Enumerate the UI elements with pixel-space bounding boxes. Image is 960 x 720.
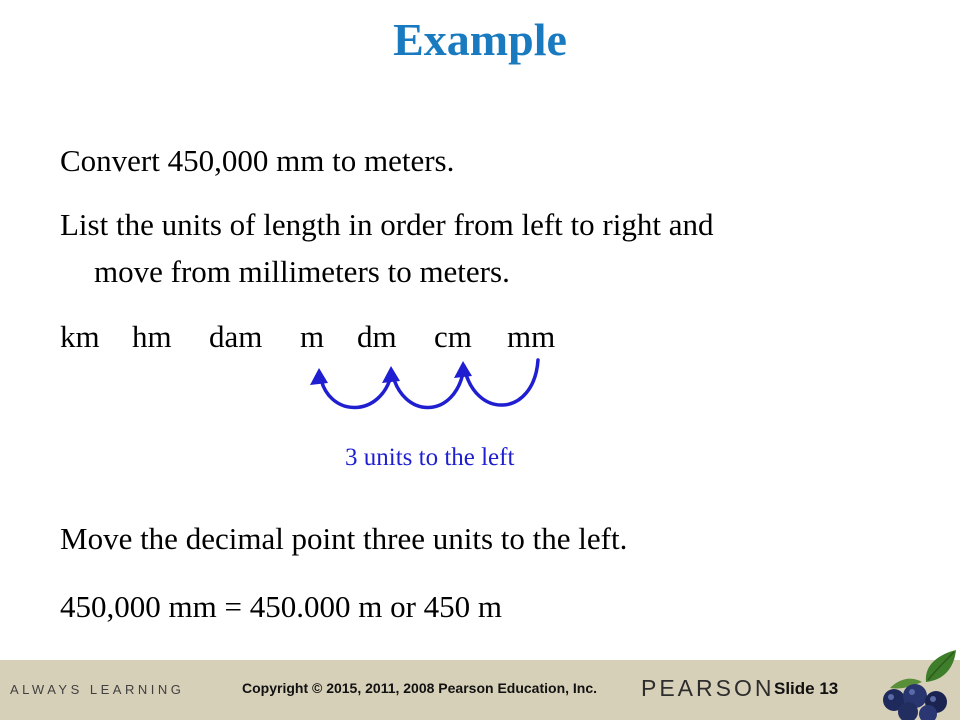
arrowhead-m <box>310 368 328 385</box>
arrowhead-dm <box>382 366 400 383</box>
unit-hm: hm <box>132 319 172 354</box>
unit-m: m <box>300 319 325 354</box>
always-learning-label: ALWAYS LEARNING <box>10 682 185 697</box>
unit-cm: cm <box>434 319 472 354</box>
copyright-notice: Copyright © 2015, 2011, 2008 Pearson Education, Inc. <box>242 680 598 696</box>
slide-title: Example <box>393 14 567 65</box>
problem-statement: Convert 450,000 mm to meters. <box>60 143 455 178</box>
arrow-mm-to-cm <box>464 360 538 405</box>
answer-text: 450,000 mm = 450.000 m or 450 m <box>60 589 503 624</box>
step-text: Move the decimal point three units to the left. <box>60 521 628 556</box>
unit-km: km <box>60 319 100 354</box>
arrow-cm-to-dm <box>392 368 464 408</box>
arrow-dm-to-m <box>320 372 392 408</box>
curved-arrow-icon <box>310 361 472 385</box>
unit-dm: dm <box>357 319 397 354</box>
arrowhead-cm <box>454 361 472 378</box>
arrow-caption: 3 units to the left <box>345 444 515 471</box>
instruction-line-2: move from millimeters to meters. <box>94 254 510 289</box>
blueberries-icon <box>860 648 960 720</box>
slide-number: Slide 13 <box>774 679 839 698</box>
instruction-line-1: List the units of length in order from left to right and <box>60 207 714 242</box>
unit-mm: mm <box>507 319 556 354</box>
unit-dam: dam <box>209 319 263 354</box>
footer-band <box>0 660 960 720</box>
pearson-logo: PEARSON <box>641 675 775 701</box>
